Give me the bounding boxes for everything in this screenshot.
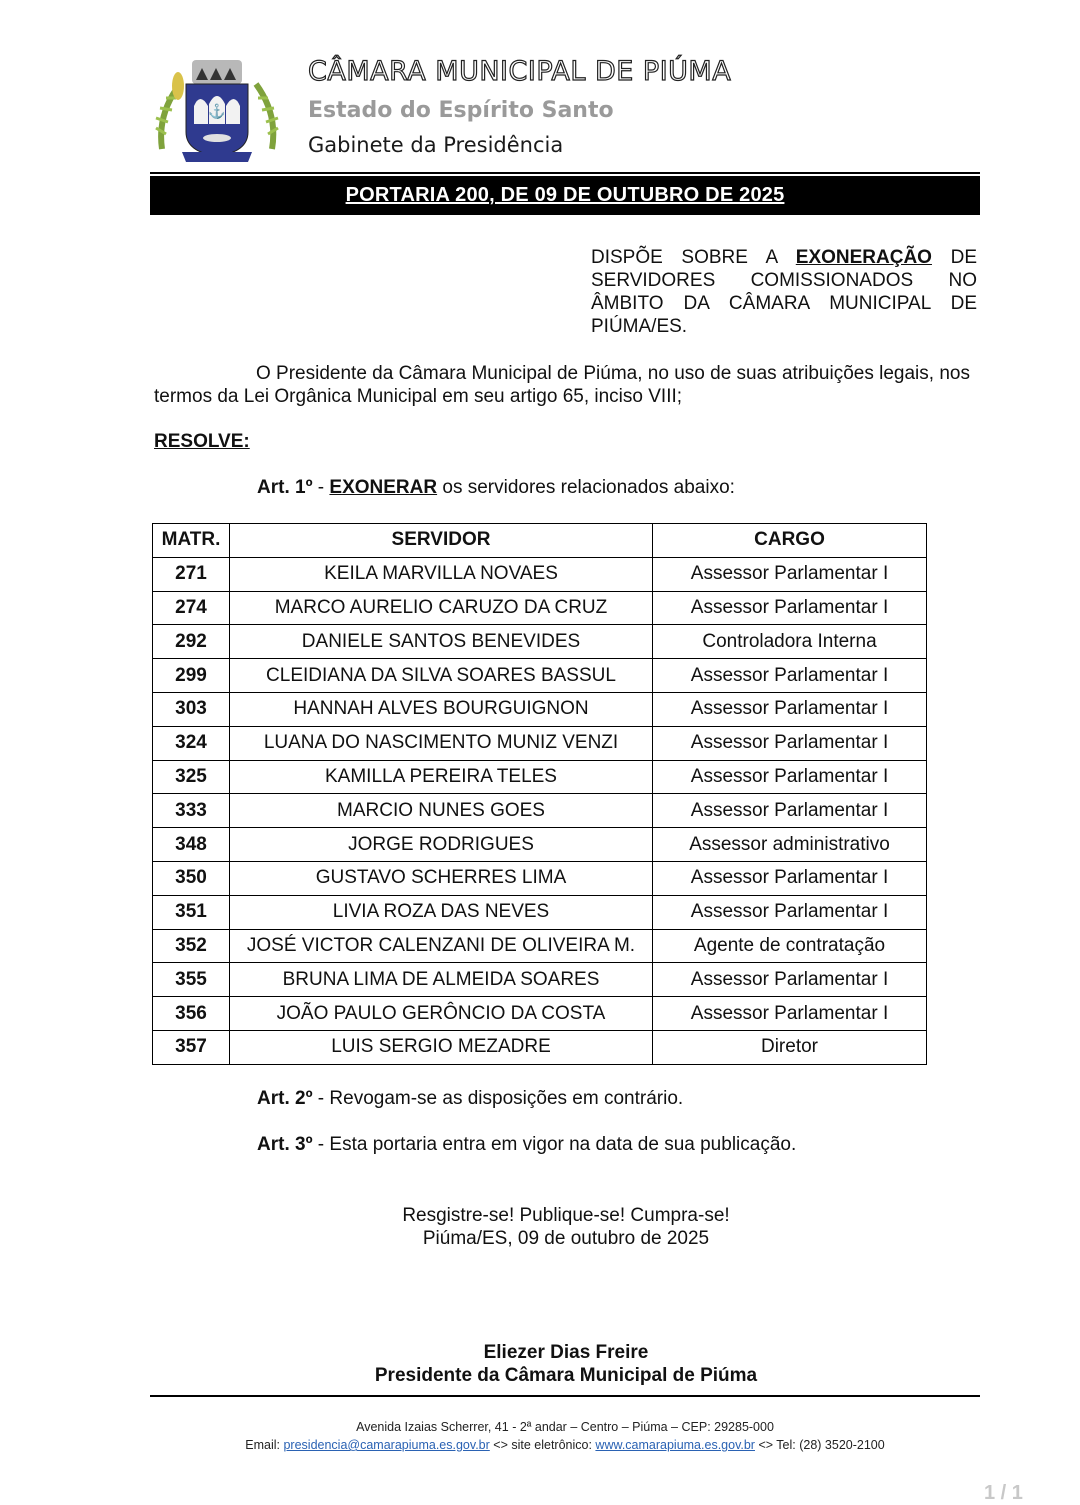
column-header-servidor: SERVIDOR — [230, 524, 653, 558]
article-3-text: - Esta portaria entra em vigor na data de sua publicação. — [312, 1134, 797, 1155]
ementa-prefix: DISPÕE SOBRE A — [591, 247, 796, 268]
institution-name: CÂMARA MUNICIPAL DE PIÚMA — [308, 56, 732, 87]
table-row — [153, 929, 927, 963]
servidor-cell: LIVIA ROZA DAS NEVES — [230, 895, 653, 929]
matr-cell: 324 — [153, 726, 230, 760]
matr-cell: 356 — [153, 997, 230, 1031]
municipal-crest-icon — [152, 54, 282, 166]
table-row — [153, 692, 927, 726]
table-row — [153, 794, 927, 828]
state-name: Estado do Espírito Santo — [308, 98, 614, 123]
document-title-bar — [150, 176, 980, 215]
article-1 — [257, 477, 735, 499]
cargo-cell: Assessor administrativo — [653, 828, 927, 862]
phone-text: <> Tel: (28) 3520-2100 — [754, 1438, 885, 1452]
footer — [150, 1418, 980, 1454]
signature-block — [300, 1341, 832, 1387]
footer-divider — [150, 1395, 980, 1397]
matr-cell: 299 — [153, 659, 230, 693]
cargo-cell: Assessor Parlamentar I — [653, 760, 927, 794]
email-label: Email: — [245, 1438, 284, 1452]
article-1-label: Art. 1º — [257, 477, 313, 498]
matr-cell: 303 — [153, 692, 230, 726]
cargo-cell: Diretor — [653, 1030, 927, 1064]
servidor-cell: CLEIDIANA DA SILVA SOARES BASSUL — [230, 659, 653, 693]
signatory-role: Presidente da Câmara Municipal de Piúma — [374, 1365, 758, 1386]
servants-table — [152, 523, 927, 1065]
article-3-label: Art. 3º — [257, 1134, 313, 1155]
table-row — [153, 726, 927, 760]
cargo-cell: Assessor Parlamentar I — [653, 963, 927, 997]
table-row — [153, 997, 927, 1031]
table-header-row — [153, 524, 927, 558]
cargo-cell: Assessor Parlamentar I — [653, 659, 927, 693]
servidor-cell: JOÃO PAULO GERÔNCIO DA COSTA — [230, 997, 653, 1031]
servidor-cell: GUSTAVO SCHERRES LIMA — [230, 861, 653, 895]
matr-cell: 348 — [153, 828, 230, 862]
resolve-heading: RESOLVE: — [154, 431, 250, 452]
place-date: Piúma/ES, 09 de outubro de 2025 — [422, 1228, 710, 1249]
servidor-cell: MARCIO NUNES GOES — [230, 794, 653, 828]
table-row — [153, 659, 927, 693]
table-row — [153, 895, 927, 929]
cargo-cell: Assessor Parlamentar I — [653, 794, 927, 828]
servidor-cell: LUANA DO NASCIMENTO MUNIZ VENZI — [230, 726, 653, 760]
matr-cell: 355 — [153, 963, 230, 997]
document-title: PORTARIA 200, DE 09 DE OUTUBRO DE 2025 — [345, 184, 785, 206]
table-row — [153, 1030, 927, 1064]
servidor-cell: DANIELE SANTOS BENEVIDES — [230, 625, 653, 659]
table-row — [153, 557, 927, 591]
matr-cell: 325 — [153, 760, 230, 794]
servidor-cell: BRUNA LIMA DE ALMEIDA SOARES — [230, 963, 653, 997]
matr-cell: 352 — [153, 929, 230, 963]
matr-cell: 292 — [153, 625, 230, 659]
column-header-cargo: CARGO — [653, 524, 927, 558]
servidor-cell: HANNAH ALVES BOURGUIGNON — [230, 692, 653, 726]
preamble-text: O Presidente da Câmara Municipal de Piúma, no uso de suas atribuições legais, nos termos da Lei Orgânica Municipal em seu artigo 65, inciso VIII; — [154, 363, 970, 407]
footer-contacts — [150, 1436, 980, 1454]
site-label: <> site eletrônico: — [489, 1438, 596, 1452]
cargo-cell: Controladora Interna — [653, 625, 927, 659]
servidor-cell: KAMILLA PEREIRA TELES — [230, 760, 653, 794]
svg-text:⚓: ⚓ — [208, 103, 226, 119]
email-link[interactable]: presidencia@camarapiuma.es.gov.br — [283, 1438, 490, 1452]
table-row — [153, 828, 927, 862]
ementa-highlight: EXONERAÇÃO — [795, 247, 932, 268]
cargo-cell: Assessor Parlamentar I — [653, 997, 927, 1031]
cargo-cell: Assessor Parlamentar I — [653, 895, 927, 929]
article-1-separator: - — [312, 477, 330, 498]
matr-cell: 274 — [153, 591, 230, 625]
article-1-verb: EXONERAR — [329, 477, 438, 498]
matr-cell: 357 — [153, 1030, 230, 1064]
article-3 — [257, 1134, 796, 1156]
closing-formula: Resgistre-se! Publique-se! Cumpra-se! — [402, 1205, 730, 1226]
cargo-cell: Assessor Parlamentar I — [653, 726, 927, 760]
article-2-label: Art. 2º — [257, 1088, 313, 1109]
cargo-cell: Assessor Parlamentar I — [653, 557, 927, 591]
table-row — [153, 861, 927, 895]
page-indicator: 1 / 1 — [984, 1482, 1023, 1504]
office-name: Gabinete da Presidência — [308, 133, 564, 157]
servidor-cell: LUIS SERGIO MEZADRE — [230, 1030, 653, 1064]
table-row — [153, 760, 927, 794]
matr-cell: 271 — [153, 557, 230, 591]
ementa — [591, 246, 977, 338]
table-row — [153, 591, 927, 625]
cargo-cell: Assessor Parlamentar I — [653, 692, 927, 726]
header-divider — [150, 172, 980, 174]
cargo-cell: Assessor Parlamentar I — [653, 861, 927, 895]
preamble — [154, 362, 970, 408]
ementa-suffix: DE SERVIDORES COMISSIONADOS NO ÂMBITO DA CÂMARA MUNICIPAL DE PIÚMA/ES. — [591, 247, 977, 337]
servidor-cell: MARCO AURELIO CARUZO DA CRUZ — [230, 591, 653, 625]
servidor-cell: JOSÉ VICTOR CALENZANI DE OLIVEIRA M. — [230, 929, 653, 963]
cargo-cell: Assessor Parlamentar I — [653, 591, 927, 625]
cargo-cell: Agente de contratação — [653, 929, 927, 963]
article-2-text: - Revogam-se as disposições em contrário. — [312, 1088, 684, 1109]
servidor-cell: KEILA MARVILLA NOVAES — [230, 557, 653, 591]
website-link[interactable]: www.camarapiuma.es.gov.br — [595, 1438, 755, 1452]
table-row — [153, 625, 927, 659]
signatory-name: Eliezer Dias Freire — [483, 1342, 649, 1363]
article-1-text: os servidores relacionados abaixo: — [437, 477, 735, 498]
matr-cell: 333 — [153, 794, 230, 828]
matr-cell: 351 — [153, 895, 230, 929]
table-row — [153, 963, 927, 997]
servidor-cell: JORGE RODRIGUES — [230, 828, 653, 862]
closing — [300, 1204, 832, 1250]
matr-cell: 350 — [153, 861, 230, 895]
footer-address: Avenida Izaias Scherrer, 41 - 2ª andar – Centro – Piúma – CEP: 29285-000 — [356, 1420, 774, 1434]
column-header-matr: MATR. — [153, 524, 230, 558]
article-2 — [257, 1088, 683, 1110]
